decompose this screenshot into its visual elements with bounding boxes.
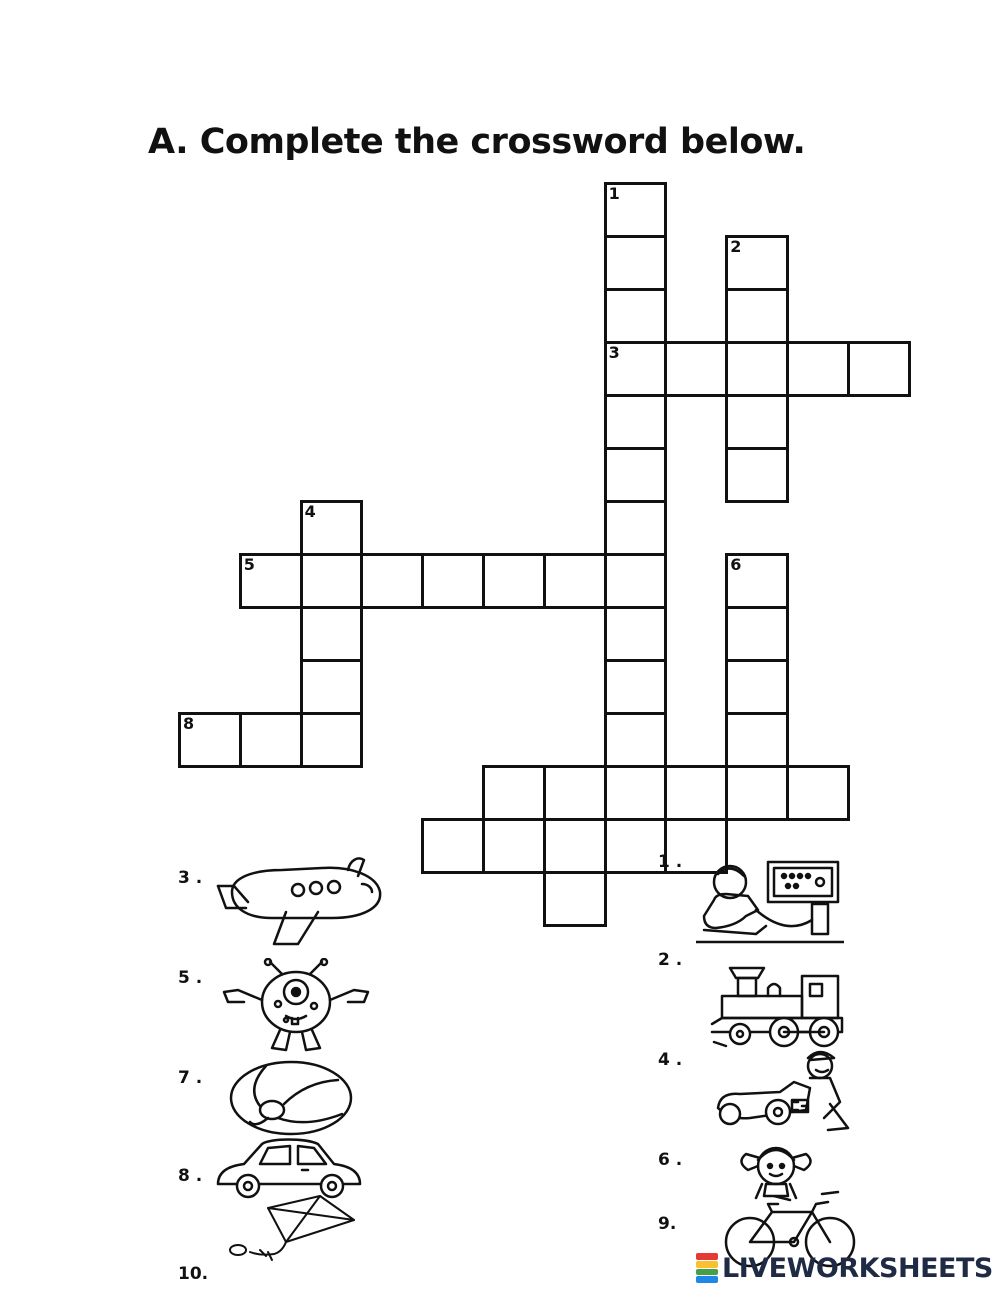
clue-number-2: 2 . — [658, 950, 683, 970]
crossword-cell[interactable] — [847, 341, 911, 397]
crossword-clue-number: 5 — [243, 555, 255, 574]
crossword-cell[interactable] — [300, 606, 364, 662]
monster-icon — [216, 958, 376, 1054]
crossword-cell[interactable] — [300, 712, 364, 768]
crossword-cell[interactable] — [786, 765, 850, 821]
clue-number-7: 7 . — [178, 1068, 203, 1088]
crossword-cell[interactable] — [725, 394, 789, 450]
crossword-cell[interactable] — [604, 394, 668, 450]
crossword-cell[interactable] — [543, 553, 607, 609]
clue-number-5: 5 . — [178, 968, 203, 988]
kart-icon — [710, 1048, 856, 1134]
train-icon — [708, 962, 844, 1048]
video-game-icon — [696, 856, 844, 946]
crossword-cell[interactable] — [482, 818, 546, 874]
crossword-clue-number: 4 — [304, 502, 316, 521]
crossword-cell[interactable] — [725, 712, 789, 768]
crossword-cell[interactable] — [360, 553, 424, 609]
crossword-cell[interactable] — [300, 659, 364, 715]
airplane-icon — [212, 852, 388, 948]
clue-number-9: 9. — [658, 1214, 677, 1234]
crossword-cell[interactable] — [725, 606, 789, 662]
crossword-clue-number: 1 — [608, 184, 620, 203]
ball-icon — [226, 1058, 356, 1138]
crossword-cell[interactable] — [543, 818, 607, 874]
crossword-cell[interactable] — [604, 235, 668, 291]
crossword-cell[interactable] — [604, 553, 668, 609]
crossword-cell[interactable] — [786, 341, 850, 397]
crossword-cell[interactable] — [725, 447, 789, 503]
crossword-cell[interactable] — [482, 553, 546, 609]
crossword-cell[interactable] — [604, 712, 668, 768]
crossword-cell[interactable] — [421, 818, 485, 874]
liveworksheets-brand: LIVEWORKSHEETS — [722, 1252, 993, 1284]
crossword-cell[interactable] — [543, 765, 607, 821]
crossword-cell[interactable] — [604, 447, 668, 503]
crossword-cell[interactable] — [604, 288, 668, 344]
clue-number-10: 10. — [178, 1264, 209, 1284]
crossword-cell[interactable] — [725, 235, 789, 291]
crossword-cell[interactable] — [239, 712, 303, 768]
car-icon — [210, 1136, 366, 1200]
doll-icon — [726, 1140, 842, 1204]
crossword-cell[interactable] — [543, 871, 607, 927]
crossword-cell[interactable] — [178, 712, 242, 768]
crossword-clue-number: 3 — [608, 343, 620, 362]
crossword-clue-number: 6 — [730, 555, 742, 574]
clue-number-4: 4 . — [658, 1050, 683, 1070]
crossword-cell[interactable] — [604, 341, 668, 397]
crossword-cell[interactable] — [421, 553, 485, 609]
crossword-cell[interactable] — [725, 553, 789, 609]
crossword-cell[interactable] — [604, 182, 668, 238]
crossword-cell[interactable] — [604, 500, 668, 556]
crossword-cell[interactable] — [604, 606, 668, 662]
clue-number-6: 6 . — [658, 1150, 683, 1170]
worksheet-title: A. Complete the crossword below. — [148, 122, 806, 162]
crossword-clue-number: 8 — [183, 714, 195, 733]
crossword-cell[interactable] — [725, 341, 789, 397]
liveworksheets-logo — [696, 1252, 993, 1284]
clue-number-8: 8 . — [178, 1166, 203, 1186]
crossword-cell[interactable] — [300, 500, 364, 556]
clue-number-3: 3 . — [178, 868, 203, 888]
kite-icon — [220, 1194, 370, 1266]
crossword-cell[interactable] — [664, 341, 728, 397]
crossword-cell[interactable] — [725, 288, 789, 344]
liveworksheets-logo-icon — [696, 1253, 718, 1283]
crossword-cell[interactable] — [725, 765, 789, 821]
crossword-cell[interactable] — [604, 659, 668, 715]
crossword-cell[interactable] — [239, 553, 303, 609]
crossword-cell[interactable] — [482, 765, 546, 821]
clue-number-1: 1 . — [658, 852, 683, 872]
crossword-cell[interactable] — [300, 553, 364, 609]
crossword-cell[interactable] — [604, 765, 668, 821]
crossword-cell[interactable] — [725, 659, 789, 715]
crossword-cell[interactable] — [664, 765, 728, 821]
crossword-clue-number: 2 — [730, 237, 742, 256]
